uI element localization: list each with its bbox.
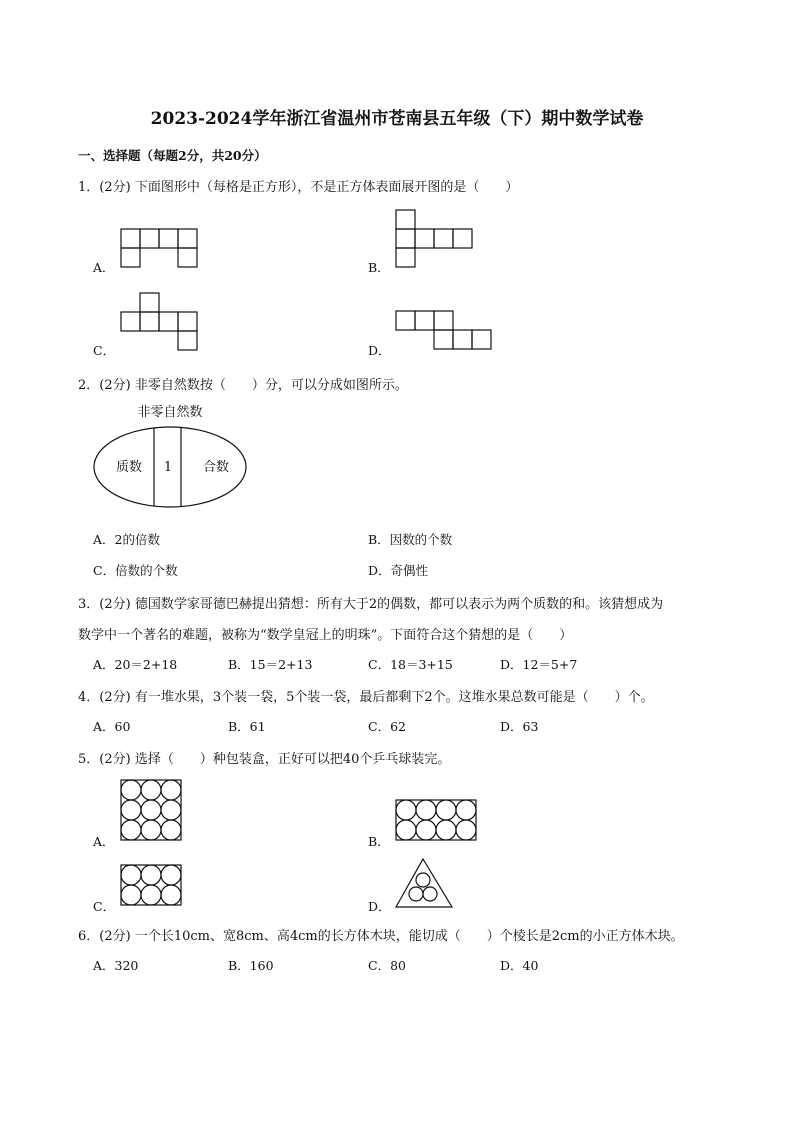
q1-option-d-net (395, 310, 495, 352)
q4-option-d: D．63 (500, 719, 539, 734)
q1-option-b-net (395, 209, 475, 271)
q6-option-c: C．80 (368, 958, 406, 973)
q1-option-d-label: D． (368, 343, 391, 358)
q2-venn-diagram (92, 400, 252, 510)
question-1-stem: 1．(2分) 下面图形中（每格是正方形），不是正方体表面展开图的是（ ） (78, 180, 519, 195)
q3-option-a: A．20＝2+18 (93, 657, 178, 672)
question-3-stem-line-1: 3．(2分) 德国数学家哥德巴赫提出猜想：所有大于2的偶数，都可以表示为两个质数的和。该猜想成为 (78, 597, 664, 612)
q1-option-c-net (120, 292, 200, 354)
q1-option-a-net (120, 228, 200, 270)
q2-option-d: D．奇偶性 (368, 563, 429, 578)
q5-option-d-label: D． (368, 899, 391, 914)
diagram-left-label: 质数 (115, 460, 143, 475)
q4-option-c: C．62 (368, 719, 406, 734)
page-title: 2023-2024学年浙江省温州市苍南县五年级（下）期中数学试卷 (150, 109, 644, 129)
q5-option-a-box (120, 779, 184, 843)
q3-option-d: D．12＝5+7 (500, 657, 578, 672)
q5-option-a-label: A． (93, 834, 115, 849)
q4-option-a: A．60 (93, 719, 131, 734)
diagram-middle-label: 1 (163, 460, 173, 475)
q1-option-b-label: B． (368, 260, 390, 275)
question-3-stem-line-2: 数学中一个著名的难题，被称为“数学皇冠上的明珠”。下面符合这个猜想的是（ ） (78, 628, 573, 643)
diagram-right-label: 合数 (202, 460, 230, 475)
q5-option-b-label: B． (368, 834, 390, 849)
section-heading: 一、选择题（每题2分，共20分） (78, 148, 267, 163)
q1-option-a-label: A． (93, 260, 115, 275)
q6-option-d: D．40 (500, 958, 539, 973)
q3-option-b: B．15＝2+13 (228, 657, 313, 672)
question-4-stem: 4．(2分) 有一堆水果，3个装一袋，5个装一袋，最后都剩下2个。这堆水果总数可能是（ ）个。 (78, 690, 654, 705)
q1-option-c-label: C． (93, 343, 116, 358)
q2-option-a: A．2的倍数 (93, 532, 160, 547)
q5-option-c-box (120, 864, 184, 908)
question-5-stem: 5．(2分) 选择（ ）种包装盒，正好可以把40个乒乓球装完。 (78, 752, 451, 767)
q2-option-c: C．倍数的个数 (93, 563, 178, 578)
q6-option-b: B．160 (228, 958, 274, 973)
q6-option-a: A．320 (93, 958, 139, 973)
q2-option-b: B．因数的个数 (368, 532, 453, 547)
q3-option-c: C．18＝3+15 (368, 657, 453, 672)
question-2-stem: 2．(2分) 非零自然数按（ ）分，可以分成如图所示。 (78, 378, 408, 393)
q5-option-c-label: C． (93, 899, 116, 914)
q5-option-d-box (395, 858, 455, 910)
question-6-stem: 6．(2分) 一个长10cm、宽8cm、高4cm的长方体木块，能切成（ ）个棱长是2cm的小正方体木块。 (78, 929, 684, 944)
diagram-top-label: 非零自然数 (137, 405, 203, 420)
q4-option-b: B．61 (228, 719, 266, 734)
q5-option-b-box (395, 799, 479, 843)
